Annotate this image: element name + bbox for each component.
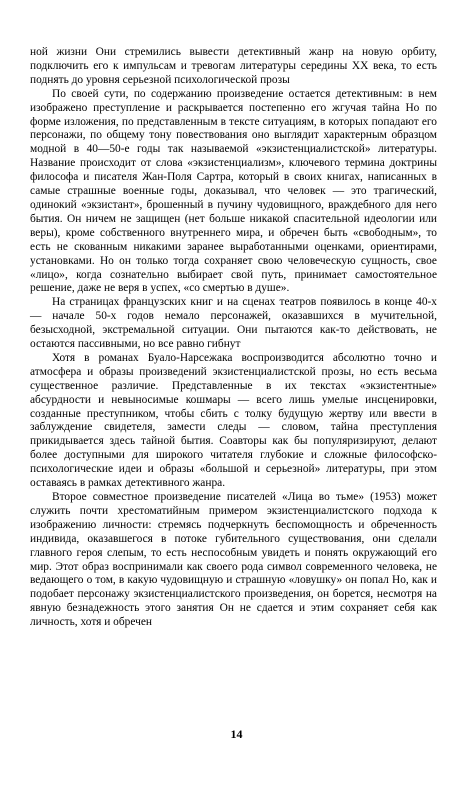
paragraph: По своей сути, по содержанию произведение остается детективным: в нем изображено преступление и раскрывается постепенно его жгучая тайна Но по форме изложения, по представленным в тексте ситуациям, в которых попадают его персонажи, по общему тону повествования оно выглядит характерным образцом модной в 40—50-е годы так называемой «экзистенциалистской» литературы. Название происходит от слова «экзистенциализм», ключевого термина доктрины философа и писателя Жан-Поля Сартра, который в своих книгах, написанных в самые страшные военные годы, доказывал, что человек — это трагический, одинокий «экзистант», брошенный в пучину чудовищного, враждебного для него бытия. Он ничем не защищен (нет больше никакой спасительной идеологии или веры), кроме собственного внутреннего мира, и обречен быть «свободным», то есть не скованным никакими заранее выработанными оценками, ориентирами, установками. Но он только тогда сохраняет свою человеческую сущность, свое «лицо», когда сознательно выбирает свой путь, принимает самостоятельное решение, даже не веря в успех, «со смертью в душе». <box>30 87 437 295</box>
paragraph-continuation: ной жизни Они стремились вывести детективный жанр на новую орбиту, подключить его к импульсам и тревогам литературы середины XX века, то есть поднять до уровня серьезной психологической прозы <box>30 46 437 86</box>
paragraph: Хотя в романах Буало-Нарсежака воспроизводится абсолютно точно и атмосфера и образы произведений экзистенциалистской прозы, но есть весьма существенное различие. Представленные в их текстах «экзистентные» абсурдности и невыносимые кошмары — всего лишь умелые инсценировки, созданные преступником, чтобы сбить с толку будущую жертву или ввести в заблуждение свидетеля, замести следы — словом, тайна преступления прикидывается здесь тайной бытия. Соавторы как бы популяризируют, делают более доступными для широкого читателя глубокие и сложные философско-психологические идеи и образы «большой и серьезной» литературы, при этом оставаясь в рамках детективного жанра. <box>30 351 437 490</box>
body-text <box>30 46 437 630</box>
page-number: 14 <box>230 727 243 741</box>
paragraph: Второе совместное произведение писателей «Лица во тьме» (1953) может служить почти хрестоматийным примером экзистенциалистского подхода к изображению личности: стремясь подчеркнуть беспомощность и обреченность индивида, оказавшегося в потоке губительного существования, они сделали главного героя слепым, то есть неспособным увидеть и понять окружающий его мир. Этот образ воспринимали как своего рода символ современного человека, не ведающего о том, в какую чудовищную и страшную «ловушку» он попал Но, как и подобает персонажу экзистенциалистского произведения, он борется, несмотря на явную безнадежность этого занятия Он не сдается и этим сохраняет себя как личность, хотя и обречен <box>30 491 437 629</box>
paragraph: На страницах французских книг и на сценах театров появилось в конце 40-х — начале 50-х годов немало персонажей, оказавшихся в мучительной, безысходной, экстремальной ситуации. Они пытаются как-то действовать, не остаются пассивными, но все равно гибнут <box>30 296 437 351</box>
